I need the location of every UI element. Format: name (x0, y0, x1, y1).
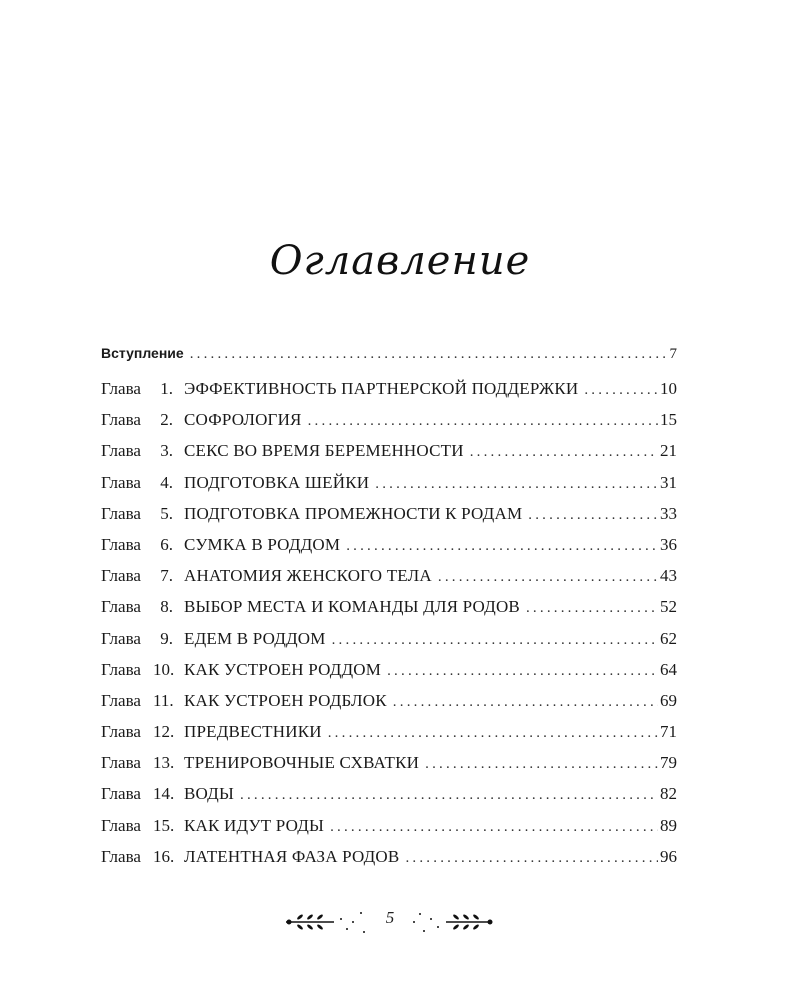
chapter-number: 7. (160, 566, 173, 586)
chapter-word: Глава (101, 628, 141, 648)
chapter-title: ЛАТЕНТНАЯ ФАЗА РОДОВ (184, 846, 400, 866)
dot-leader (240, 787, 658, 804)
chapter-page: 64 (660, 659, 677, 679)
chapter-page: 10 (660, 379, 677, 398)
chapter-page: 31 (660, 472, 677, 492)
page-title: Оглавление (269, 238, 531, 284)
chapter-page: 82 (660, 784, 677, 804)
chapter-page: 89 (660, 815, 677, 835)
toc-chapter-row[interactable] (101, 847, 677, 878)
chapter-word: Глава (101, 722, 141, 742)
toc-chapter-row[interactable] (101, 410, 677, 441)
chapter-number: 10. (153, 659, 175, 679)
chapter-page: 71 (660, 722, 677, 742)
chapter-word: Глава (101, 597, 141, 617)
chapter-number: 1. (160, 379, 173, 398)
intro-page: 7 (669, 346, 677, 362)
chapter-title: СУМКА В РОДДОМ (184, 534, 341, 554)
toc-chapter-row[interactable] (101, 597, 677, 628)
chapter-title: ПОДГОТОВКА ПРОМЕЖНОСТИ К РОДАМ (184, 503, 523, 523)
toc-chapter-row[interactable] (101, 379, 677, 410)
dot-leader (425, 756, 658, 773)
dot-leader (470, 444, 658, 461)
chapter-number: 6. (160, 534, 173, 554)
chapter-number: 5. (160, 503, 173, 523)
chapter-word: Глава (101, 379, 141, 398)
chapter-title: ВЫБОР МЕСТА И КОМАНДЫ ДЛЯ РОДОВ (184, 597, 520, 617)
chapter-word: Глава (101, 753, 141, 773)
dot-leader (387, 663, 658, 680)
chapter-number: 9. (160, 628, 173, 648)
intro-label: Вступление (101, 345, 184, 361)
chapter-word: Глава (101, 566, 141, 586)
chapter-page: 62 (660, 628, 677, 648)
footer-ornament (0, 905, 800, 945)
chapter-number: 16. (153, 846, 175, 866)
toc-chapter-row[interactable] (101, 691, 677, 722)
dot-leader (528, 507, 658, 524)
toc-chapter-row[interactable] (101, 816, 677, 847)
table-of-contents (101, 345, 677, 878)
chapter-number: 14. (153, 784, 175, 804)
dot-leader (190, 346, 668, 363)
chapter-number: 8. (160, 597, 173, 617)
chapter-page: 33 (660, 503, 677, 523)
chapter-title: КАК УСТРОЕН РОДБЛОК (184, 690, 387, 710)
toc-chapter-row[interactable] (101, 784, 677, 815)
chapter-title: ЕДЕМ В РОДДОМ (184, 628, 326, 648)
chapter-title: ПОДГОТОВКА ШЕЙКИ (184, 472, 370, 492)
dot-leader (328, 725, 658, 742)
chapter-word: Глава (101, 503, 141, 523)
toc-chapter-row[interactable] (101, 535, 677, 566)
chapter-title: КАК УСТРОЕН РОДДОМ (184, 659, 382, 679)
chapter-page: 36 (660, 534, 677, 554)
chapter-number: 15. (153, 815, 175, 835)
dot-leader (375, 476, 658, 493)
dot-leader (393, 694, 658, 711)
toc-chapter-row[interactable] (101, 660, 677, 691)
toc-chapter-row[interactable] (101, 566, 677, 597)
chapter-page: 96 (660, 846, 677, 866)
chapter-word: Глава (101, 410, 141, 430)
chapter-page: 69 (660, 690, 677, 710)
dot-leader (438, 569, 658, 586)
chapter-word: Глава (101, 784, 141, 804)
left-sprig-icon (286, 912, 365, 933)
chapter-number: 11. (153, 690, 174, 710)
dot-leader (405, 850, 658, 867)
right-sprig-icon (413, 913, 493, 932)
chapter-title: ЭФФЕКТИВНОСТЬ ПАРТНЕРСКОЙ ПОДДЕРЖКИ (184, 379, 579, 398)
toc-chapter-row[interactable] (101, 753, 677, 784)
chapter-word: Глава (101, 815, 141, 835)
chapter-page: 43 (660, 566, 677, 586)
chapter-title: АНАТОМИЯ ЖЕНСКОГО ТЕЛА (184, 566, 432, 586)
dot-leader (332, 632, 658, 649)
chapter-word: Глава (101, 441, 141, 461)
chapter-page: 15 (660, 410, 677, 430)
dot-leader (526, 600, 658, 617)
toc-chapter-row[interactable] (101, 441, 677, 472)
chapter-title: СОФРОЛОГИЯ (184, 410, 302, 430)
chapter-number: 12. (153, 722, 175, 742)
chapter-title: СЕКС ВО ВРЕМЯ БЕРЕМЕННОСТИ (184, 441, 464, 461)
chapter-word: Глава (101, 846, 141, 866)
chapter-word: Глава (101, 472, 141, 492)
chapter-list (101, 379, 677, 878)
chapter-number: 4. (160, 472, 173, 492)
chapter-word: Глава (101, 659, 141, 679)
chapter-page: 52 (660, 597, 677, 617)
dot-leader (308, 413, 658, 430)
dot-leader (584, 382, 658, 399)
page-footer (0, 905, 800, 941)
chapter-page: 79 (660, 753, 677, 773)
chapter-word: Глава (101, 690, 141, 710)
chapter-title: ПРЕДВЕСТНИКИ (184, 722, 322, 742)
toc-chapter-row[interactable] (101, 504, 677, 535)
chapter-number: 13. (153, 753, 175, 773)
page-number: 5 (385, 908, 395, 927)
chapter-title: ТРЕНИРОВОЧНЫЕ СХВАТКИ (184, 753, 420, 773)
toc-chapter-row[interactable] (101, 722, 677, 753)
toc-chapter-row[interactable] (101, 629, 677, 660)
dot-leader (346, 538, 658, 555)
chapter-title: КАК ИДУТ РОДЫ (184, 815, 325, 835)
toc-chapter-row[interactable] (101, 473, 677, 504)
dot-leader (330, 819, 658, 836)
chapter-title: ВОДЫ (184, 784, 234, 804)
chapter-number: 3. (160, 441, 173, 461)
chapter-number: 2. (160, 410, 173, 430)
chapter-page: 21 (660, 441, 677, 461)
toc-intro-row[interactable] (101, 345, 677, 375)
chapter-word: Глава (101, 534, 141, 554)
